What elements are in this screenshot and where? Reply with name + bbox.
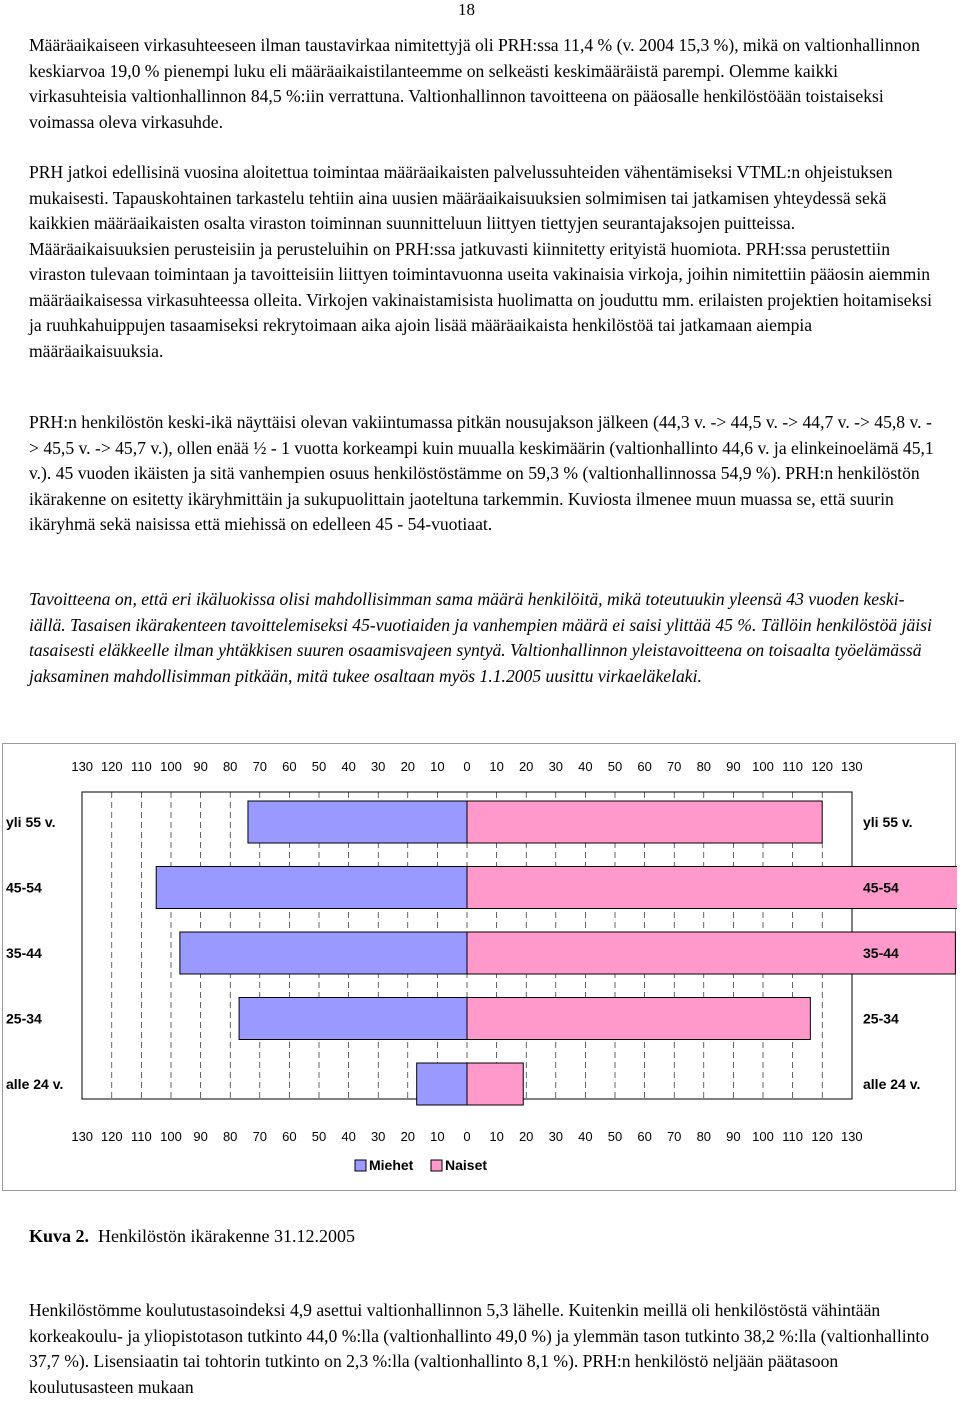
tick-label-top: 20 <box>518 759 534 774</box>
tick-label-bottom: 0 <box>463 1129 471 1144</box>
tick-label-top: 100 <box>752 759 774 774</box>
category-label-left: 45-54 <box>6 879 42 896</box>
paragraph-fixed-term-reduction: PRH jatkoi edellisinä vuosina aloitettua toimintaa määräaikaisten palvelussuhteiden vähentämiseksi VTML:n ohjeistuksen mukaisesti. Tapauskohtainen tarkastelu tehtiin aina uusien määräaikaisuuksien solmimisen tai jatkamisen yhteydessä sekä kaikkien määräaikaisten osalta viraston toiminnan suunnitteluun liittyen tiettyjen seurantajaksojen puitteissa. Määräaikaisuuksien perusteisiin ja perusteluihin on PRH:ssa jatkuvasti kiinnitetty erityistä huomiota. PRH:ssa perustettiin viraston tulevaan toimintaan ja tavoitteisiin liittyen toimintavuonna useita vakinaisia virkoja, joihin nimitettiin pääosin aiemmin määräaikaisessa virkasuhteessa olleita. Virkojen vakinaistamisista huolimatta on jouduttu mm. erilaisten projektien hoitamiseksi ja ruuhkahuippujen tasaamiseksi rekrytoimaan aika ajoin lisää määräaikaista henkilöstöä tai jatkamaan aiempia määräaikaisuuksia. <box>29 162 933 361</box>
tick-label-bottom: 100 <box>752 1129 774 1144</box>
tick-label-bottom: 90 <box>193 1129 208 1144</box>
tick-label-bottom: 70 <box>252 1129 268 1144</box>
tick-label-top: 110 <box>782 759 803 774</box>
tick-label-bottom: 110 <box>782 1129 803 1144</box>
tick-label-top: 50 <box>311 759 327 774</box>
tick-label-bottom: 120 <box>100 1129 123 1144</box>
tick-label-top: 130 <box>840 759 863 774</box>
tick-label-bottom: 90 <box>726 1129 741 1144</box>
tick-label-top: 50 <box>607 759 623 774</box>
tick-label-bottom: 10 <box>489 1129 504 1144</box>
paragraph-age-goal: Tavoitteena on, että eri ikäluokissa olisi mahdollisimman sama määrä henkilöitä, mikä toteutuukin yleensä 43 vuoden keski-iällä. Tasaisen ikärakenteen tavoittelemiseksi 45-vuotiaiden ja vanhempien määrä ei saisi ylittää 45 %. Tällöin henkilöstöä jäisi tasaisesti eläkkeelle ilman yhtäkkisen suuren osaamisvajeen syntyä. Valtionhallinnon yleistavoitteena on toisaalta työelämässä jaksaminen mahdollisimman pitkään, mitä tukee osaltaan myös 1.1.2005 uusittu virkaeläkelaki. <box>29 589 932 686</box>
paragraph-education: Henkilöstömme koulutustasoindeksi 4,9 asettui valtionhallinnon 5,3 lähelle. Kuitenkin meillä oli henkilöstöstä vähintään korkeakoulu- ja yliopistotason tutkinto 44,0 %:lla (valtionhallinto 49,0 %) ja ylemmän tason tutkinto 38,2 %:lla (valtionhallinto 37,7 %). Lisensiaatin tai tohtorin tutkinto on 2,3 %:lla (valtionhallinto 8,1 %). PRH:n henkilöstö neljään päätasoon koulutusasteen mukaan <box>29 1300 930 1397</box>
legend-swatch <box>431 1160 442 1171</box>
tick-label-top: 130 <box>71 759 94 774</box>
bar-miehet <box>180 932 467 974</box>
tick-label-bottom: 70 <box>666 1129 682 1144</box>
tick-label-top: 30 <box>370 759 386 774</box>
tick-label-bottom: 60 <box>637 1129 652 1144</box>
caption-text: Henkilöstön ikärakenne 31.12.2005 <box>98 1226 355 1246</box>
tick-label-top: 10 <box>489 759 504 774</box>
legend-swatch <box>355 1160 366 1171</box>
tick-label-top: 80 <box>222 759 238 774</box>
tick-label-top: 70 <box>666 759 682 774</box>
tick-label-bottom: 110 <box>131 1129 152 1144</box>
tick-label-top: 0 <box>463 759 471 774</box>
category-label-right: yli 55 v. <box>863 814 913 830</box>
tick-label-bottom: 50 <box>607 1129 623 1144</box>
tick-label-top: 100 <box>160 759 182 774</box>
category-label-right: alle 24 v. <box>863 1076 921 1092</box>
tick-label-top: 20 <box>400 759 416 774</box>
figure-caption <box>29 1224 355 1248</box>
tick-label-bottom: 100 <box>160 1129 182 1144</box>
category-label-left: 25-34 <box>6 1010 42 1027</box>
caption-label: Kuva 2. <box>29 1226 90 1246</box>
tick-label-top: 110 <box>131 759 152 774</box>
tick-label-bottom: 20 <box>400 1129 416 1144</box>
tick-label-top: 120 <box>100 759 123 774</box>
bar-naiset <box>467 801 822 843</box>
legend-label: Miehet <box>369 1157 414 1173</box>
tick-label-top: 40 <box>578 759 593 774</box>
tick-label-bottom: 130 <box>71 1129 94 1144</box>
tick-label-bottom: 130 <box>840 1129 863 1144</box>
age-pyramid-chart <box>2 743 956 1191</box>
tick-label-bottom: 40 <box>341 1129 356 1144</box>
bar-naiset <box>467 998 810 1040</box>
tick-label-bottom: 50 <box>311 1129 327 1144</box>
paragraph-fixed-term: Määräaikaiseen virkasuhteeseen ilman taustavirkaa nimitettyjä oli PRH:ssa 11,4 % (v. 2004 15,3 %), mikä on valtionhallinnon keskiarvoa 19,0 % pienempi luku eli määräaikaistilanteemme on selkeästi keskimääräistä parempi. Olemme kaikki virkasuhteisia valtionhallinnon 84,5 %:iin verrattuna. Valtionhallinnon tavoitteena on pääosalle henkilöstöään toistaiseksi voimassa oleva virkasuhde. <box>29 35 920 132</box>
tick-label-top: 10 <box>430 759 445 774</box>
tick-label-top: 80 <box>696 759 712 774</box>
tick-label-bottom: 80 <box>696 1129 712 1144</box>
tick-label-bottom: 80 <box>222 1129 238 1144</box>
category-label-left: 35-44 <box>6 945 42 961</box>
tick-label-top: 30 <box>548 759 564 774</box>
paragraph-average-age: PRH:n henkilöstön keski-ikä näyttäisi olevan vakiintumassa pitkän nousujakson jälkeen (44,3 v. -> 44,5 v. -> 44,7 v. -> 45,8 v. -> 45,5 v. -> 45,7 v.), ollen enää ½ - 1 vuotta korkeampi kuin muualla keskimäärin (valtionhallinto 44,6 v. ja elinkeinoelämä 45,1 v.). 45 vuoden ikäisten ja sitä vanhempien osuus henkilöstöstämme on 59,3 % (valtionhallinnossa 54,9 %). PRH:n henkilöstön ikärakenne on esitetty ikäryhmittäin ja sukupuolittain jaoteltuna tarkemmin. Kuviosta ilmenee muun muassa se, että suurin ikäryhmä sekä naisissa että miehissä on edelleen 45 - 54-vuotiaat. <box>29 412 934 534</box>
category-label-right: 45-54 <box>863 879 899 896</box>
tick-label-top: 40 <box>341 759 356 774</box>
tick-label-bottom: 20 <box>518 1129 534 1144</box>
tick-label-top: 120 <box>811 759 834 774</box>
tick-label-bottom: 60 <box>282 1129 297 1144</box>
tick-label-top: 60 <box>637 759 652 774</box>
tick-label-bottom: 120 <box>811 1129 834 1144</box>
tick-label-bottom: 30 <box>548 1129 564 1144</box>
tick-label-top: 60 <box>282 759 297 774</box>
tick-label-top: 90 <box>726 759 741 774</box>
category-label-right: 25-34 <box>863 1010 899 1027</box>
tick-label-bottom: 10 <box>430 1129 445 1144</box>
tick-label-top: 70 <box>252 759 268 774</box>
tick-label-top: 90 <box>193 759 208 774</box>
category-label-left: alle 24 v. <box>6 1076 64 1092</box>
tick-label-bottom: 30 <box>370 1129 386 1144</box>
bar-miehet <box>156 867 467 909</box>
category-label-right: 35-44 <box>863 945 899 961</box>
bar-naiset <box>467 1063 523 1105</box>
bar-miehet <box>248 801 467 843</box>
bar-miehet <box>239 998 467 1040</box>
bar-miehet <box>417 1063 467 1105</box>
tick-label-bottom: 40 <box>578 1129 593 1144</box>
legend-label: Naiset <box>445 1157 488 1173</box>
category-label-left: yli 55 v. <box>6 814 56 830</box>
page-number: 18 <box>458 0 475 19</box>
